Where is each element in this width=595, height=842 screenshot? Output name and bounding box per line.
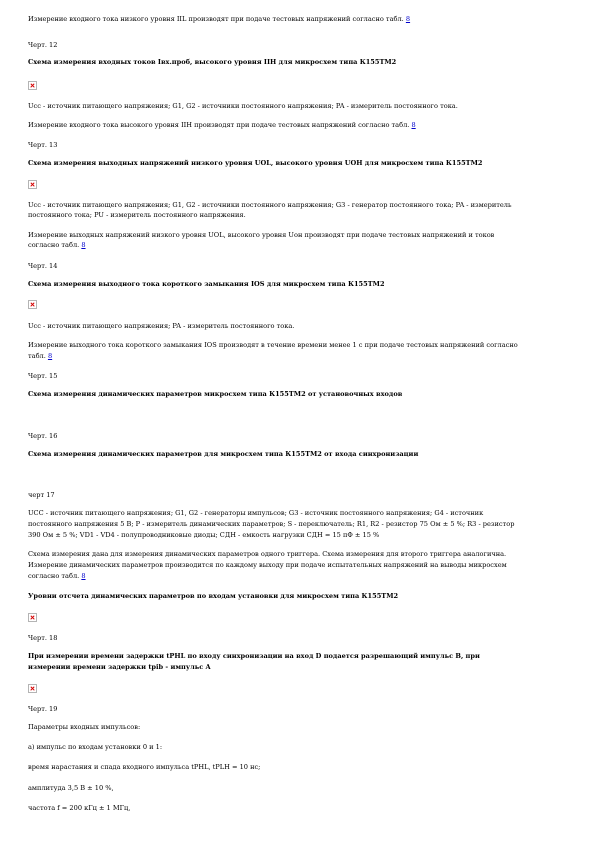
params-frequency: частота f = 200 кГц ± 1 МГц, (28, 804, 131, 812)
table-link[interactable]: 8 (47, 352, 53, 360)
paragraph-short-circuit-line-1: Измерение выходного тока короткого замыкания IOS производят в течение времени менее 1 с при подаче тестовых напряжений согласно (28, 341, 518, 349)
heading-scheme-15: Схема измерения динамических параметров микросхем типа К155ТМ2 от установочных входов (28, 390, 403, 398)
broken-image-icon (28, 81, 37, 90)
heading-18-line-1: При измерении времени задержки tPHL по входу синхронизации на вход D подается разрешающий импульс B, при (28, 652, 480, 660)
params-amplitude: амплитуда 3,5 В ± 10 %, (28, 784, 114, 792)
legend-13-line-2: постоянного тока; PU - измеритель постоянного напряжения. (28, 211, 246, 219)
heading-scheme-16: Схема измерения динамических параметров для микросхем типа К155ТМ2 от входа синхронизации (28, 450, 419, 458)
paragraph-output-voltage-line-2: согласно табл. 8 (28, 241, 86, 249)
params-rise-time: время нарастания и спада входного импульса tPHL, tPLH = 10 нс; (28, 763, 261, 771)
chart-label-19: Черт. 19 (28, 705, 58, 713)
heading-scheme-13: Схема измерения выходных напряжений низкого уровня UOL, высокого уровня UOH для микросхем типа К155ТМ2 (28, 159, 483, 167)
chart-label-13: Черт. 13 (28, 141, 58, 149)
legend-17-line-2: постоянного напряжения 5 В; P - измеритель динамических параметров; S - переключатель; R1, R2 - резистор 75 Ом ± 5 %; R3 - резистор (28, 520, 515, 528)
legend-17-line-3: 390 Ом ± 5 %; VD1 - VD4 - полупроводниковые диоды; СДН - емкость нагрузки СДН = 15 пФ ± 15 % (28, 531, 380, 539)
legend-13-line-1: Ucc - источник питающего напряжения; G1, G2 - источники постоянного напряжения; G3 - генератор постоянного тока; PA - измеритель (28, 201, 512, 209)
paragraph-dynamic-line-2: Измерение динамических параметров производится по каждому выходу при подаче испытательных напряжений на выводы микросхем (28, 561, 507, 569)
heading-18-line-2: измерении времени задержки tpib - импульс A (28, 663, 211, 671)
paragraph-short-circuit-line-2: табл. 8 (28, 352, 53, 360)
paragraph-input-current-low: Измерение входного тока низкого уровня IIL производят при подаче тестовых напряжений согласно табл. 8 (28, 15, 411, 23)
table-link[interactable]: 8 (405, 15, 411, 23)
heading-scheme-14: Схема измерения выходного тока короткого замыкания IOS для микросхем типа К155ТМ2 (28, 280, 385, 288)
chart-label-17: черт 17 (28, 491, 55, 499)
legend-12: Ucc - источник питающего напряжения; G1, G2 - источники постоянного напряжения; PA - измеритель постоянного тока. (28, 102, 458, 110)
legend-17-line-1: UCC - источник питающего напряжения; G1, G2 - генераторы импульсов; G3 - источник постоянного напряжения; G4 - источник (28, 509, 484, 517)
chart-label-15: Черт. 15 (28, 372, 58, 380)
table-link[interactable]: 8 (81, 241, 86, 249)
table-link[interactable]: 8 (411, 121, 416, 129)
broken-image-icon (28, 613, 37, 622)
params-title: Параметры входных импульсов: (28, 723, 141, 731)
broken-image-icon (28, 300, 37, 309)
broken-image-icon (28, 180, 37, 189)
paragraph-output-voltage-line-1: Измерение выходных напряжений низкого уровня UOL, высокого уровня Uон производят при подаче тестовых напряжений и токов (28, 231, 495, 239)
paragraph-input-current-high: Измерение входного тока высокого уровня IIH производят при подаче тестовых напряжений согласно табл. 8 (28, 121, 416, 129)
chart-label-16: Черт. 16 (28, 432, 58, 440)
chart-label-14: Черт. 14 (28, 262, 58, 270)
paragraph-dynamic-line-3: согласно табл. 8 (28, 572, 86, 580)
broken-image-icon (28, 684, 37, 693)
params-item-a: а) импульс по входам установки 0 и 1: (28, 743, 163, 751)
chart-label-18: Черт. 18 (28, 634, 58, 642)
table-link[interactable]: 8 (81, 572, 86, 580)
paragraph-dynamic-line-1: Схема измерения дана для измерения динамических параметров одного триггера. Схема измерения для второго триггера аналогична. (28, 550, 507, 558)
heading-scheme-12: Схема измерения входных токов Iвх.проб, высокого уровня IIH для микросхем типа К155ТМ2 (28, 58, 397, 66)
chart-label-12: Черт. 12 (28, 41, 58, 49)
heading-reference-levels: Уровни отсчета динамических параметров по входам установки для микросхем типа К155ТМ2 (28, 592, 399, 600)
legend-14: Ucc - источник питающего напряжения; PA - измеритель постоянного тока. (28, 322, 295, 330)
